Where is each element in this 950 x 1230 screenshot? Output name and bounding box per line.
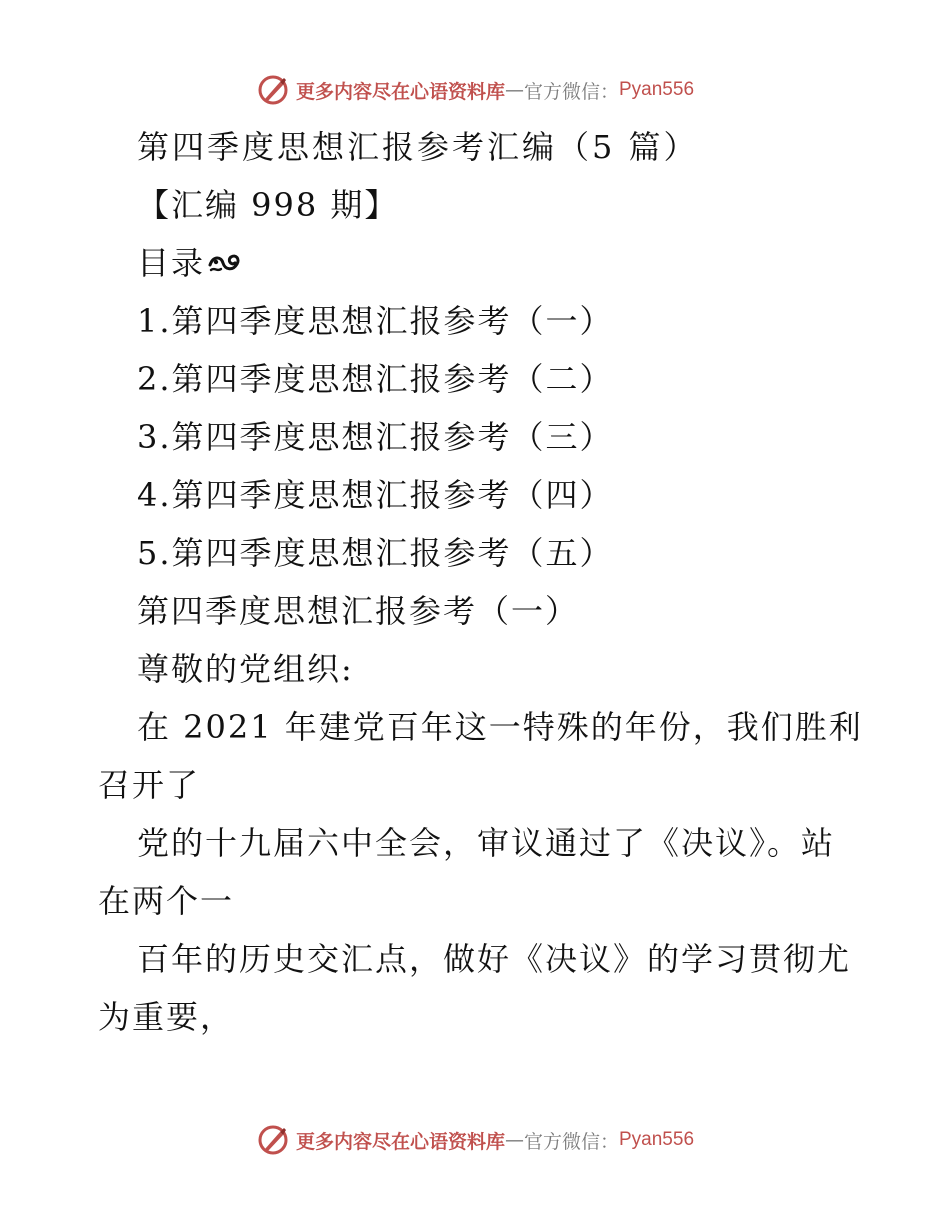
toc-heading: 目录: [137, 244, 206, 282]
document-body: [0, 118, 950, 1046]
toc-item-5[interactable]: 5.第四季度思想汇报参考（五）: [137, 534, 614, 572]
toc-item-2[interactable]: 2.第四季度思想汇报参考（二）: [137, 360, 614, 398]
pen-logo-icon: [256, 1123, 290, 1157]
banner-text: 更多内容尽在心语资料库: [295, 80, 505, 103]
toc-item-4[interactable]: 4.第四季度思想汇报参考（四）: [137, 476, 614, 514]
header-banner: [0, 70, 950, 110]
ornament-icon: [207, 250, 243, 276]
paragraph-3-line-1: 百年的历史交汇点，做好《决议》的学习贯彻尤: [137, 940, 852, 978]
banner-wechat-id: Pyan556: [619, 1129, 695, 1150]
salutation: 尊敬的党组织:: [137, 650, 354, 688]
paragraph-1-line-1: 在 2021 年建党百年这一特殊的年份，我们胜利: [137, 708, 863, 746]
banner-dash: —: [504, 1129, 524, 1151]
document-title: 第四季度思想汇报参考汇编（5 篇）: [137, 128, 699, 166]
paragraph-2-line-1: 党的十九届六中全会，审议通过了《决议》。站: [137, 824, 836, 862]
banner-label: 官方微信：: [523, 80, 619, 103]
banner-label: 官方微信：: [523, 1130, 619, 1153]
toc-item-3[interactable]: 3.第四季度思想汇报参考（三）: [137, 418, 614, 456]
toc-heading-line: [0, 234, 950, 292]
section-title: 第四季度思想汇报参考（一）: [137, 592, 580, 630]
paragraph-3-line-2: 为重要，: [98, 998, 235, 1036]
footer-banner: [0, 1120, 950, 1160]
toc-item-1[interactable]: 1.第四季度思想汇报参考（一）: [137, 302, 614, 340]
banner-wechat-id: Pyan556: [619, 79, 695, 100]
pen-logo-icon: [256, 73, 290, 107]
issue-label: 【汇编 998 期】: [137, 186, 399, 224]
banner-dash: —: [504, 79, 524, 101]
paragraph-1-line-2: 召开了: [98, 766, 201, 804]
banner-text: 更多内容尽在心语资料库: [295, 1130, 505, 1153]
paragraph-2-line-2: 在两个一: [98, 882, 235, 920]
